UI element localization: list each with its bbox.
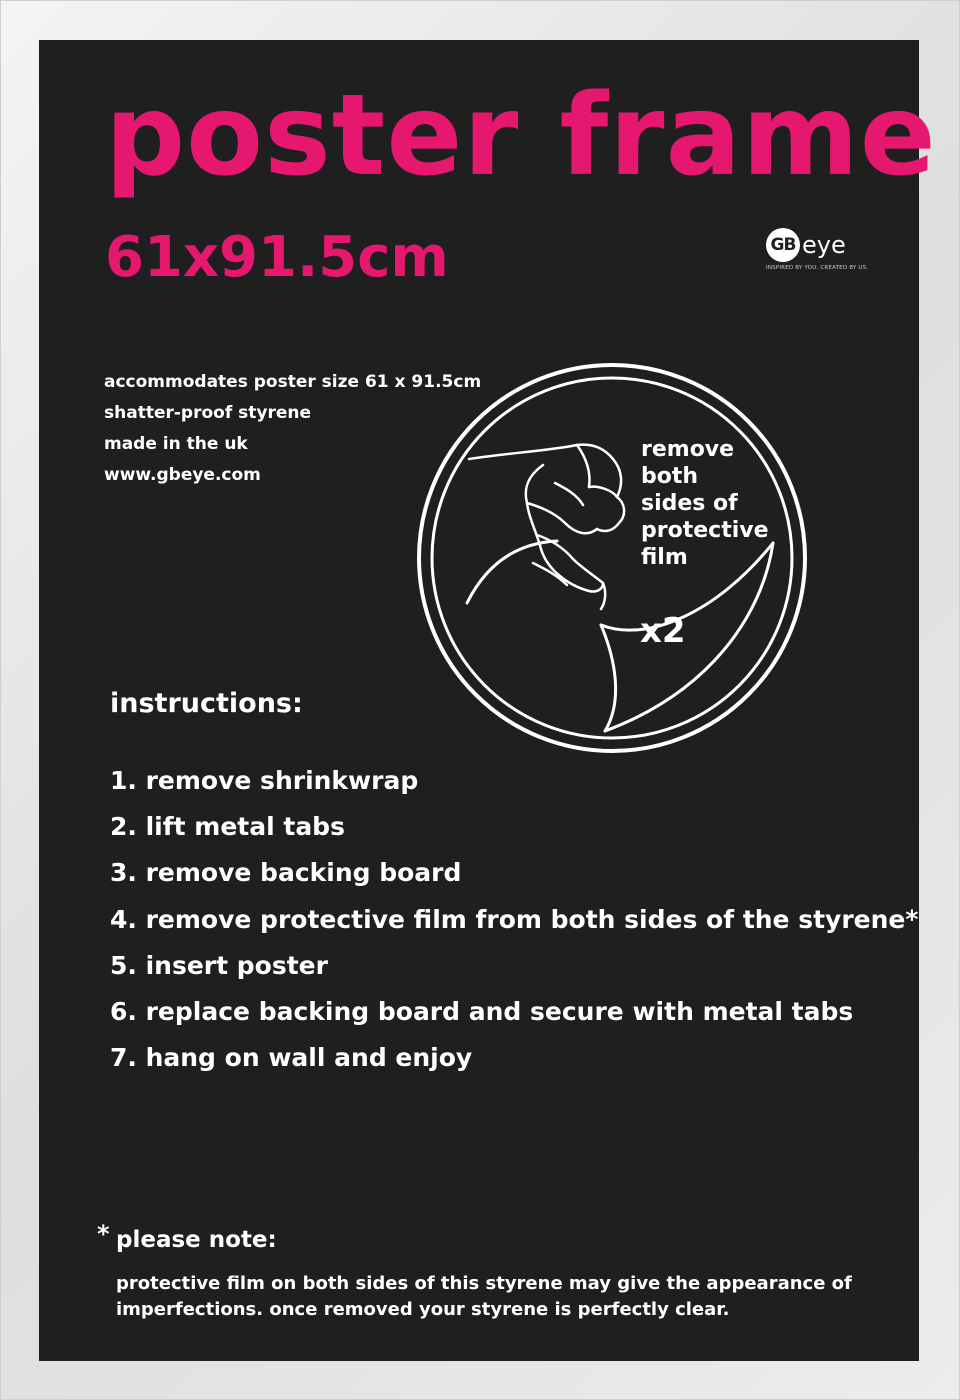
instruction-step: 5. insert poster <box>110 950 328 980</box>
note-heading: please note: <box>116 1227 277 1253</box>
caption-line: sides of <box>641 491 738 516</box>
instruction-step: 6. replace backing board and secure with metal tabs <box>110 997 854 1027</box>
logo-word: eye <box>802 231 846 259</box>
instruction-step: 7. hang on wall and enjoy <box>110 1043 473 1073</box>
spec-item: made in the uk <box>104 434 248 454</box>
spec-item: accommodates poster size 61 x 91.5cm <box>104 372 482 392</box>
caption-line: protective <box>641 518 769 543</box>
illustration-caption <box>641 436 769 571</box>
poster-board <box>39 40 937 1361</box>
instructions-list <box>110 758 918 1081</box>
instructions-heading: instructions: <box>110 688 303 719</box>
caption-line: remove <box>641 437 735 462</box>
note-body: protective film on both sides of this styrene may give the appearance of imperfections. once removed your styrene is perfectly clear. <box>116 1273 852 1320</box>
spec-item: www.gbeye.com <box>104 465 261 485</box>
instruction-step: 3. remove backing board <box>110 858 462 888</box>
instruction-step: 4. remove protective film from both sides of the styrene* <box>110 904 919 934</box>
logo-badge: GB <box>766 228 800 262</box>
instruction-step: 2. lift metal tabs <box>110 812 345 842</box>
hand-icon <box>469 445 624 609</box>
spec-item: shatter-proof styrene <box>104 403 312 423</box>
product-title: poster frame <box>105 71 937 201</box>
logo-tagline: INSPIRED BY YOU. CREATED BY US. <box>766 265 869 271</box>
instruction-step: 1. remove shrinkwrap <box>110 766 419 795</box>
multiplier-label: x2 <box>640 611 686 651</box>
note-asterisk: * <box>97 1220 110 1248</box>
caption-line: film <box>641 545 688 570</box>
caption-line: both <box>641 464 699 489</box>
gbeye-logo <box>766 228 869 271</box>
product-size: 61x91.5cm <box>105 225 449 290</box>
